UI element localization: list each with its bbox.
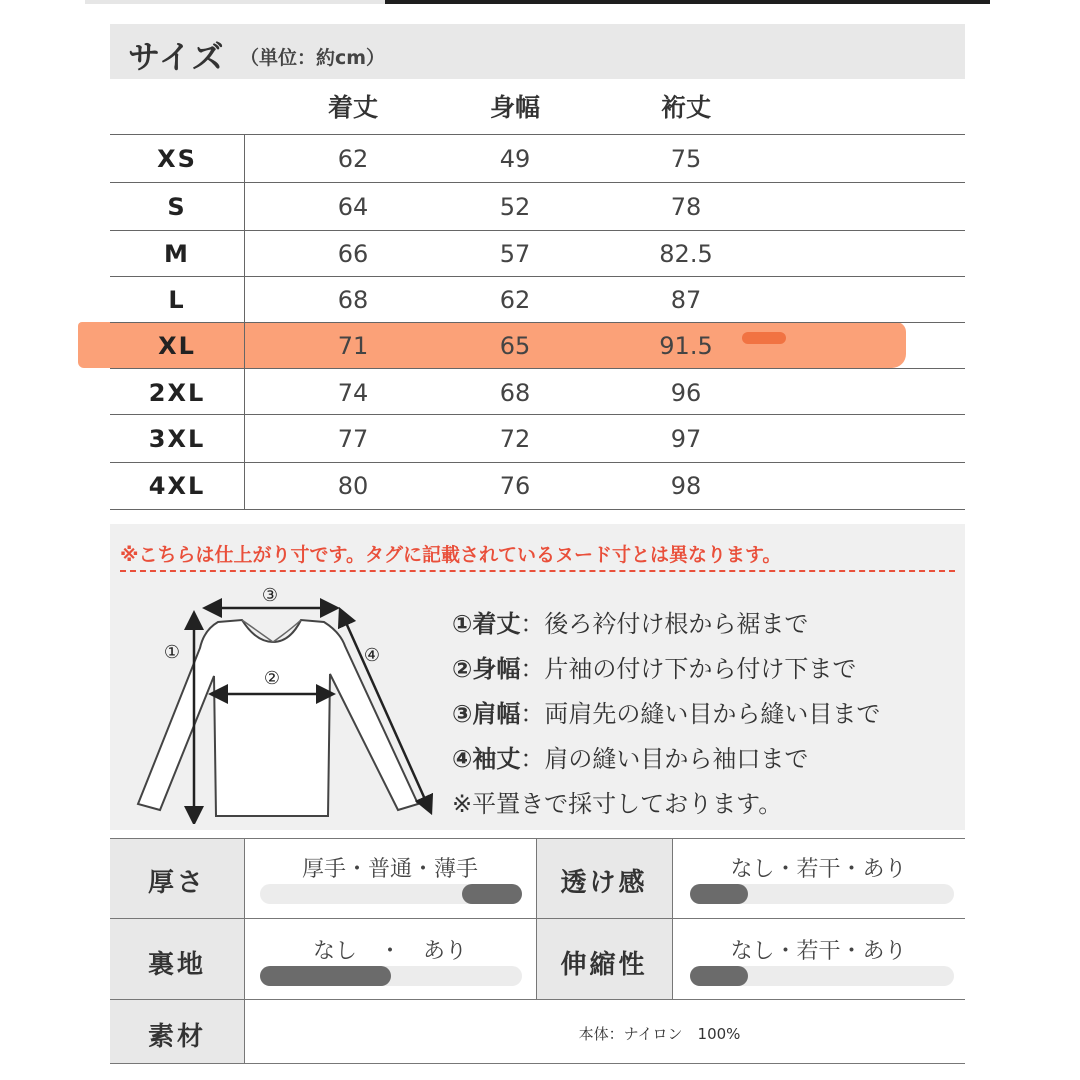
flat-measure-note: ※平置きで採寸しております。 bbox=[452, 790, 783, 818]
definition-number: ④ bbox=[452, 745, 473, 773]
cell-sleeve: 75 bbox=[670, 145, 702, 173]
table-row-highlighted bbox=[110, 323, 965, 370]
cell-width: 72 bbox=[499, 425, 531, 453]
spec-indicator-stretch bbox=[690, 966, 748, 986]
spec-label-material: 素材 bbox=[147, 1022, 206, 1052]
definition-text: ：片袖の付け下から付け下まで bbox=[520, 655, 857, 683]
row-size-label: L bbox=[168, 286, 186, 314]
definition-number: ② bbox=[452, 655, 473, 683]
cell-length: 68 bbox=[337, 286, 369, 314]
table-divider bbox=[110, 134, 965, 135]
definition-label: 身幅 bbox=[472, 655, 521, 683]
cell-length: 77 bbox=[337, 425, 369, 453]
cell-width: 68 bbox=[499, 379, 531, 407]
definition-text: ：後ろ衿付け根から裾まで bbox=[520, 610, 809, 638]
cell-sleeve: 98 bbox=[670, 472, 702, 500]
table-row bbox=[110, 277, 965, 324]
row-size-label: 3XL bbox=[148, 425, 206, 453]
cell-length: 62 bbox=[337, 145, 369, 173]
notice-dashed-underline bbox=[120, 570, 955, 572]
spec-divider bbox=[110, 918, 965, 919]
definition-text: ：肩の縫い目から袖口まで bbox=[520, 745, 809, 773]
cell-width: 49 bbox=[499, 145, 531, 173]
top-image-edge-dark bbox=[385, 0, 990, 4]
definition-sleeve bbox=[452, 739, 808, 774]
spec-options-transparency: なし・若干・あり bbox=[730, 857, 907, 882]
spec-options-lining: なし ・ あり bbox=[312, 939, 467, 964]
spec-divider bbox=[110, 999, 965, 1000]
spec-indicator-thickness bbox=[462, 884, 522, 904]
spec-options-thickness: 厚手・普通・薄手 bbox=[301, 857, 478, 882]
spec-divider bbox=[110, 838, 965, 839]
definition-shoulder bbox=[452, 694, 880, 729]
cell-sleeve: 82.5 bbox=[659, 240, 713, 268]
cell-sleeve: 97 bbox=[670, 425, 702, 453]
col-header-length: 着丈 bbox=[327, 93, 378, 122]
table-row bbox=[110, 231, 965, 278]
table-row bbox=[110, 416, 965, 463]
row-size-label: 4XL bbox=[148, 472, 206, 500]
spec-label-thickness: 厚さ bbox=[147, 868, 206, 898]
cell-length: 80 bbox=[337, 472, 369, 500]
shirt-diagram-icon bbox=[130, 584, 440, 824]
row-size-label: S bbox=[167, 193, 187, 221]
cell-length: 66 bbox=[337, 240, 369, 268]
finished-size-notice: ※こちらは仕上がり寸です。タグに記載されているヌード寸とは異なります。 bbox=[120, 544, 782, 566]
size-title: サイズ bbox=[128, 38, 225, 76]
spec-indicator-transparency bbox=[690, 884, 748, 904]
size-unit: （単位：約cm） bbox=[240, 47, 386, 69]
definition-text: ：両肩先の縫い目から縫い目まで bbox=[520, 700, 881, 728]
cell-sleeve: 91.5 bbox=[659, 332, 713, 360]
cell-sleeve: 78 bbox=[670, 193, 702, 221]
cell-width: 57 bbox=[499, 240, 531, 268]
cell-width: 76 bbox=[499, 472, 531, 500]
diagram-label-three: ③ bbox=[261, 585, 279, 606]
definition-number: ③ bbox=[452, 700, 473, 728]
size-section-header bbox=[110, 24, 965, 79]
definition-label: 肩幅 bbox=[472, 700, 521, 728]
spec-label-lining: 裏地 bbox=[147, 950, 206, 980]
spec-label-stretch: 伸縮性 bbox=[560, 950, 648, 980]
spec-label-transparency: 透け感 bbox=[560, 868, 648, 898]
spec-divider bbox=[110, 1063, 965, 1064]
diagram-label-four: ④ bbox=[363, 645, 381, 666]
cell-width: 65 bbox=[499, 332, 531, 360]
table-row bbox=[110, 136, 965, 183]
definition-number: ① bbox=[452, 610, 473, 638]
measurement-info-box bbox=[110, 524, 965, 830]
spec-table bbox=[110, 838, 965, 1064]
row-size-label: M bbox=[164, 240, 190, 268]
definition-label: 袖丈 bbox=[472, 745, 521, 773]
spec-value-material: 本体：ナイロン 100% bbox=[578, 1025, 741, 1043]
row-size-label: XL bbox=[158, 332, 196, 360]
cell-length: 74 bbox=[337, 379, 369, 407]
diagram-label-two: ② bbox=[263, 668, 281, 689]
cell-length: 71 bbox=[337, 332, 369, 360]
diagram-label-one: ① bbox=[163, 642, 181, 663]
cell-sleeve: 96 bbox=[670, 379, 702, 407]
col-header-width: 身幅 bbox=[489, 93, 540, 122]
table-row bbox=[110, 463, 965, 510]
spec-indicator-lining bbox=[260, 966, 391, 986]
table-row bbox=[110, 370, 965, 417]
row-size-label: 2XL bbox=[148, 379, 206, 407]
spec-options-stretch: なし・若干・あり bbox=[730, 939, 907, 964]
definition-label: 着丈 bbox=[472, 610, 521, 638]
row-size-label: XS bbox=[157, 145, 197, 173]
col-header-sleeve: 裄丈 bbox=[660, 93, 711, 122]
cell-width: 62 bbox=[499, 286, 531, 314]
table-row bbox=[110, 184, 965, 231]
definition-width bbox=[452, 649, 856, 684]
cell-width: 52 bbox=[499, 193, 531, 221]
definition-length bbox=[452, 604, 808, 639]
cell-sleeve: 87 bbox=[670, 286, 702, 314]
cell-length: 64 bbox=[337, 193, 369, 221]
